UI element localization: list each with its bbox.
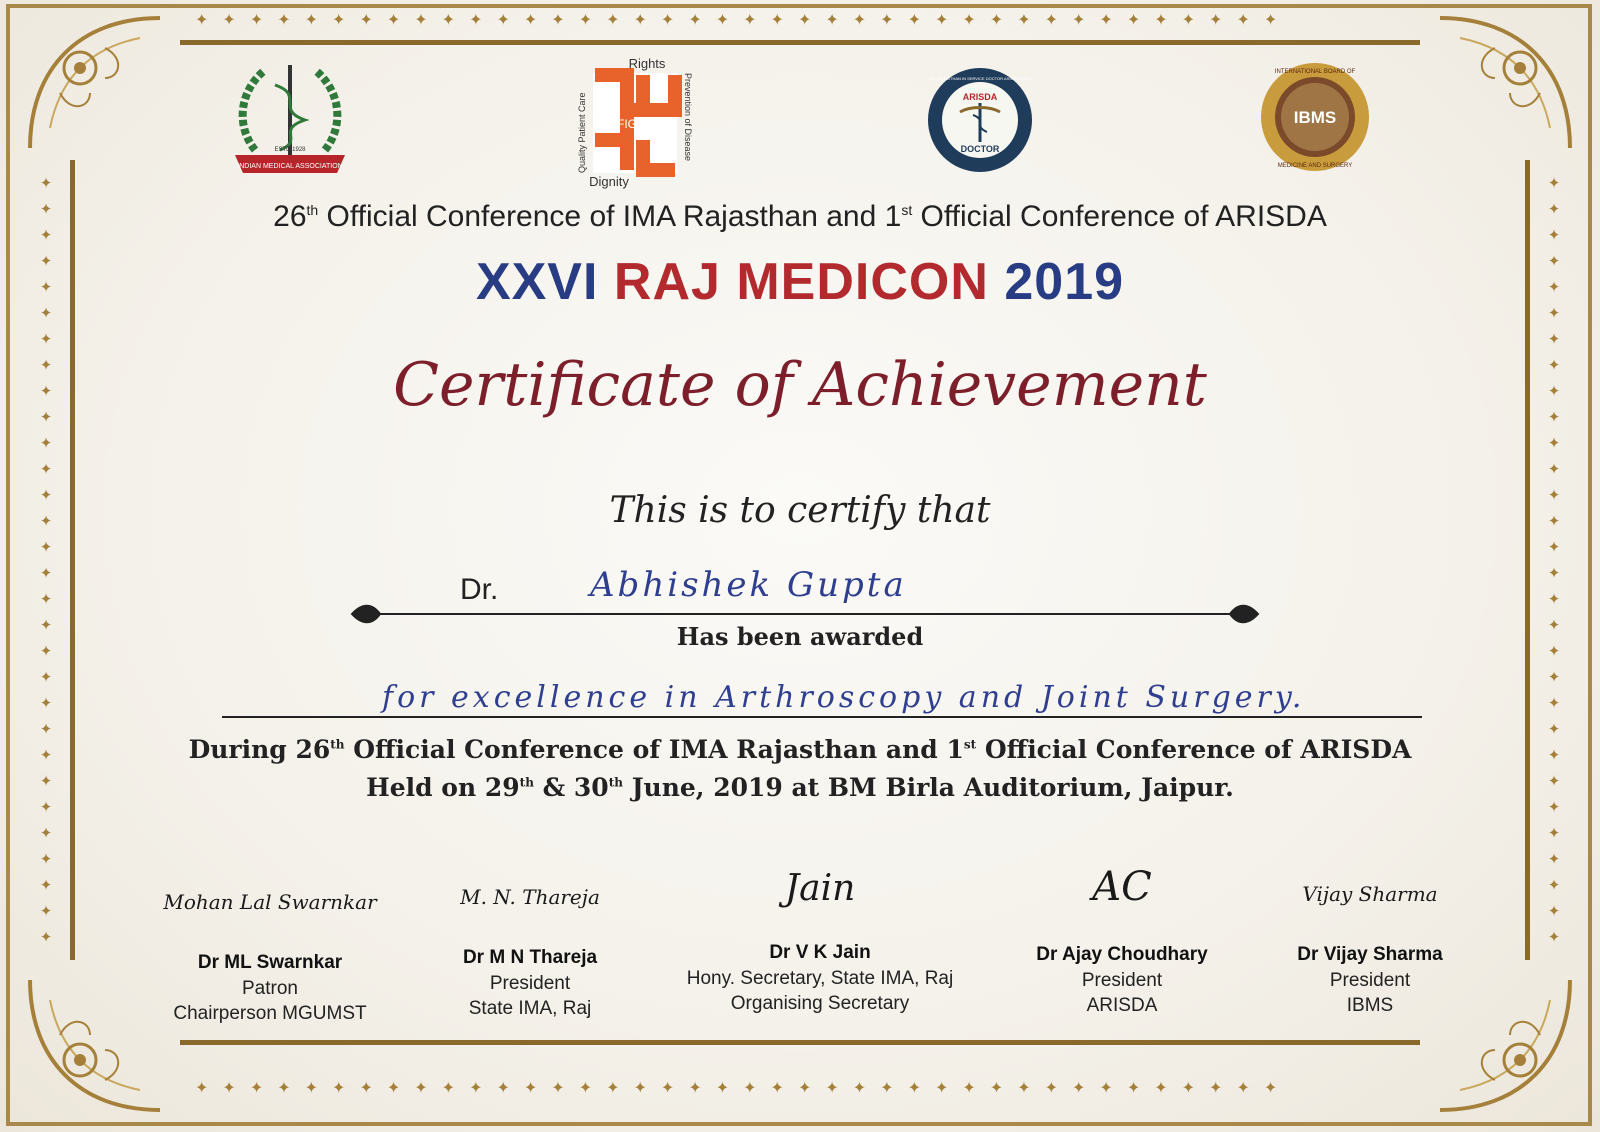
signer-role: President (489, 973, 571, 994)
signature-choudhary: AC (1092, 864, 1152, 910)
border-ornament-left: ✦ ✦ ✦ ✦ ✦ ✦ ✦ ✦ ✦ ✦ ✦ ✦ ✦ ✦ ✦ ✦ ✦ ✦ ✦ ✦ ✦ ✦ ✦ ✦ ✦ ✦ ✦ ✦ ✦ ✦ (39, 174, 53, 946)
signer-name: Dr Ajay Choudhary (1036, 944, 1208, 965)
signature (380, 865, 680, 945)
signer-role-2: IBMS (1346, 995, 1394, 1016)
during-post: Official Conference of ARISDA (976, 735, 1412, 764)
signer-name: Dr V K Jain (769, 942, 871, 963)
held-line (0, 773, 1600, 802)
conference-mid: Official Conference of IMA Rajasthan and 1 (318, 200, 902, 233)
certify-text: This is to certify that (609, 490, 991, 531)
signature-thareja: M. N. Thareja (460, 885, 600, 909)
award-reason-row (222, 680, 1422, 730)
certificate-title: Certificate of Achievement (393, 350, 1207, 420)
ima-logo (225, 55, 355, 185)
recipient-row (350, 565, 1260, 625)
signer-sharma (1220, 862, 1520, 1018)
signature-sharma: Vijay Sharma (1302, 882, 1438, 906)
event-title-name: RAJ MEDICON (613, 253, 989, 311)
fight-logo-top: Rights (628, 56, 666, 71)
ibms-logo-center: IBMS (1293, 108, 1337, 127)
conference-line (0, 200, 1600, 234)
border-band-top (180, 40, 1420, 45)
signature-jain: Jain (784, 868, 856, 909)
signer-role-2: Chairperson MGUMST (173, 1003, 367, 1024)
arisda-logo-bottom: DOCTOR (960, 144, 1000, 154)
conference-pre: 26 (273, 200, 307, 233)
signer-role-2: Organising Secretary (730, 993, 910, 1014)
signer-name: Dr ML Swarnkar (197, 952, 343, 973)
dr-label: Dr. (460, 573, 499, 606)
signer-thareja (380, 865, 680, 1021)
border-ornament-top: ✦✦✦✦✦✦✦✦✦✦✦✦✦✦✦✦✦✦✦✦✦✦✦✦✦✦✦✦✦✦✦✦✦✦✦✦✦✦✦✦ (195, 12, 1292, 28)
during-line (0, 735, 1600, 764)
border-band-bottom (180, 1040, 1420, 1045)
during-pre: During 26 (188, 735, 331, 764)
logo-row (0, 55, 1600, 189)
fight-logo-left: Quality Patient Care (577, 92, 587, 173)
signer-role-2: State IMA, Raj (468, 998, 592, 1019)
signature (1220, 862, 1520, 942)
event-title (0, 252, 1600, 312)
border-ornament-right: ✦ ✦ ✦ ✦ ✦ ✦ ✦ ✦ ✦ ✦ ✦ ✦ ✦ ✦ ✦ ✦ ✦ ✦ ✦ ✦ ✦ ✦ ✦ ✦ ✦ ✦ ✦ ✦ ✦ ✦ (1547, 174, 1561, 946)
fight-logo-right: Prevention of Disease (683, 73, 693, 162)
held-post: June, 2019 at BM Birla Auditorium, Jaipur. (623, 773, 1234, 802)
fight-logo-bottom: Dignity (589, 174, 629, 189)
fight-logo-center: FIGHT (617, 117, 653, 131)
signer-role: President (1329, 970, 1411, 991)
award-reason: for excellence in Arthroscopy and Joint Surgery. (382, 680, 1306, 715)
signature (665, 860, 975, 940)
arisda-logo-top: ARISDA (962, 92, 998, 102)
signer-name: Dr Vijay Sharma (1297, 944, 1443, 965)
recipient-name: Abhishek Gupta (590, 565, 907, 605)
held-sup2: th (608, 775, 623, 790)
arisda-logo-ring: ALL RAJASTHAN IN SERVICE DOCTOR ASSOCIATION (929, 76, 1031, 81)
signer-role: Hony. Secretary, State IMA, Raj (686, 968, 954, 989)
arisda-logo (925, 60, 1035, 180)
during-sup1: th (330, 737, 345, 752)
signer-role: Patron (242, 978, 298, 999)
signer-role: President (1081, 970, 1163, 991)
held-sup1: th (519, 775, 534, 790)
signer-name: Dr M N Thareja (462, 947, 598, 968)
signatories (0, 850, 1600, 1040)
ima-logo-text: INDIAN MEDICAL ASSOCIATION (237, 163, 343, 170)
signer-swarnkar (120, 870, 420, 1026)
event-title-year: 2019 (1004, 253, 1125, 311)
signer-jain (665, 860, 975, 1016)
signature-swarnkar: Mohan Lal Swarnkar (163, 890, 377, 914)
ibms-logo (1258, 60, 1373, 175)
event-title-numeral: XXVI (475, 253, 599, 311)
ima-logo-estd: ESTD 1928 (274, 147, 306, 153)
conference-post: Official Conference of ARISDA (912, 200, 1327, 233)
signer-role-2: ARISDA (1086, 995, 1158, 1016)
name-underline (390, 613, 1220, 615)
fight-logo (575, 55, 695, 190)
awarded-text: Has been awarded (676, 622, 924, 651)
ibms-logo-ring-bottom: MEDICINE AND SURGERY (1277, 163, 1353, 169)
held-mid: & 30 (533, 773, 609, 802)
held-pre: Held on 29 (366, 773, 520, 802)
conference-sup2: st (901, 202, 913, 218)
conference-sup1: th (306, 202, 319, 218)
border-ornament-bottom: ✦✦✦✦✦✦✦✦✦✦✦✦✦✦✦✦✦✦✦✦✦✦✦✦✦✦✦✦✦✦✦✦✦✦✦✦✦✦✦✦ (195, 1080, 1292, 1096)
during-sup2: st (963, 737, 977, 752)
reason-underline (222, 716, 1422, 718)
signature (120, 870, 420, 950)
ibms-logo-ring-top: INTERNATIONAL BOARD OF (1274, 69, 1356, 75)
during-mid: Official Conference of IMA Rajasthan and 1 (344, 735, 964, 764)
